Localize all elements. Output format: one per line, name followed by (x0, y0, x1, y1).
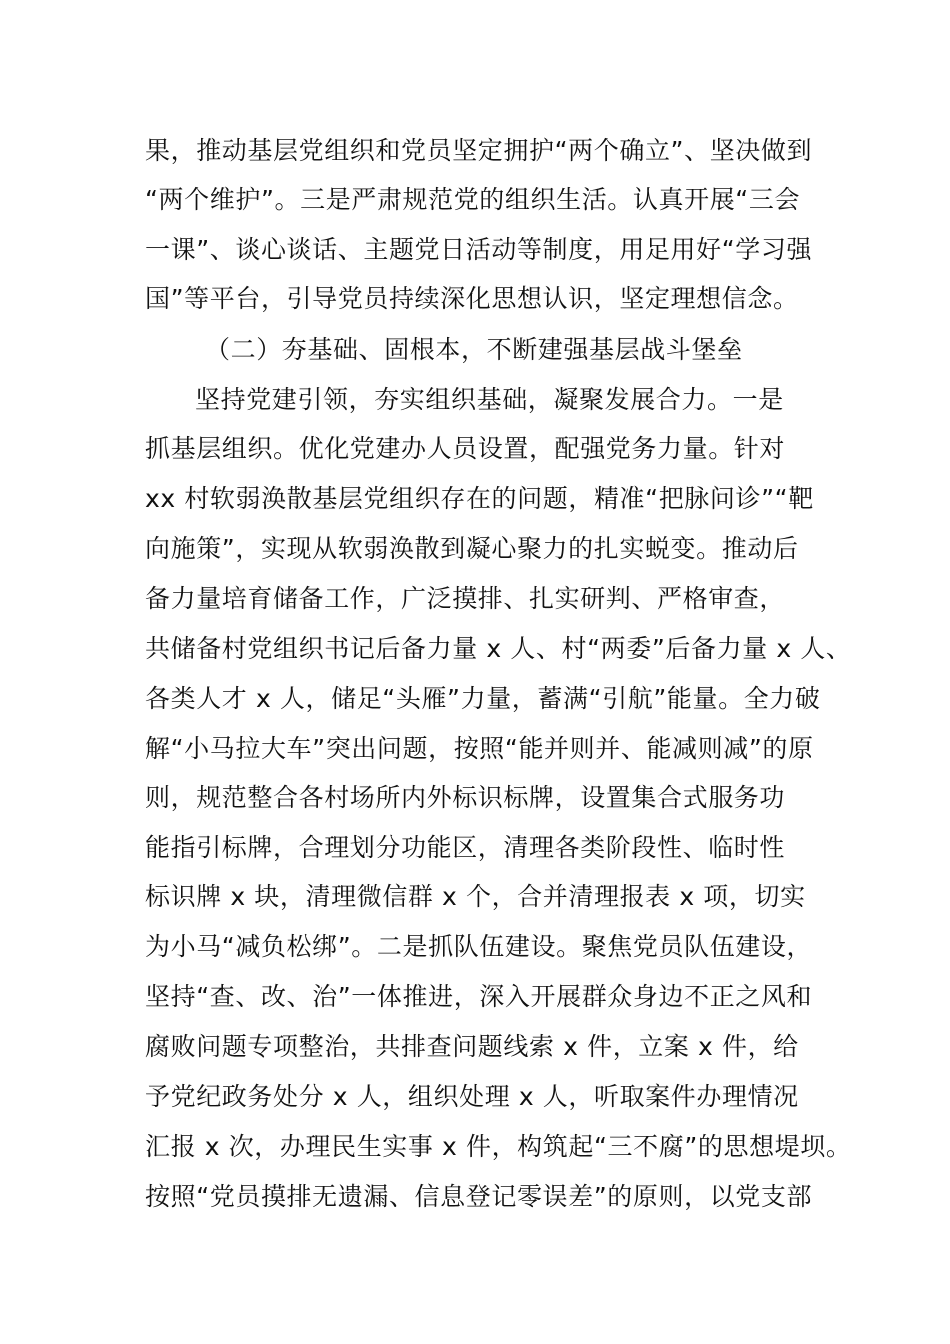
body-text-line: 各类人才 x 人，储足“头雁”力量，蓄满“引航”能量。全力破 (145, 684, 821, 713)
body-text-line: 坚持“查、改、治”一体推进，深入开展群众身边不正之风和 (145, 982, 813, 1011)
body-text-line: 抓基层组织。优化党建办人员设置，配强党务力量。针对 (145, 434, 786, 463)
body-text-line: 备力量培育储备工作，广泛摸排、扎实研判、严格审查， (145, 584, 786, 613)
body-text-line: 标识牌 x 块，清理微信群 x 个，合并清理报表 x 项，切实 (145, 882, 806, 911)
body-text-line: 为小马“减负松绑”。二是抓队伍建设。聚焦党员队伍建设， (145, 932, 813, 961)
body-text-line: 则，规范整合各村场所内外标识标牌，设置集合式服务功 (145, 783, 786, 812)
body-text-line: “两个维护”。三是严肃规范党的组织生活。认真开展“三会 (145, 185, 801, 214)
body-text-line: 予党纪政务处分 x 人，组织处理 x 人，听取案件办理情况 (145, 1082, 799, 1111)
body-text-line: 腐败问题专项整治，共排查问题线索 x 件，立案 x 件，给 (145, 1032, 799, 1061)
paragraph-first-line: 坚持党建引领，夯实组织基础，凝聚发展合力。一是 (195, 385, 784, 414)
body-text-line: 国”等平台，引导党员持续深化思想认识，坚定理想信念。 (145, 284, 799, 313)
body-text-line: xx 村软弱涣散基层党组织存在的问题，精准“把脉问诊”“靶 (145, 484, 814, 513)
section-heading: （二）夯基础、固根本，不断建强基层战斗堡垒 (205, 335, 743, 364)
body-text-line: 共储备村党组织书记后备力量 x 人、村“两委”后备力量 x 人、 (145, 634, 852, 663)
body-text-line: 汇报 x 次，办理民生实事 x 件，构筑起“三不腐”的思想堤坝。 (145, 1132, 852, 1161)
body-text-line: 向施策”，实现从软弱涣散到凝心聚力的扎实蜕变。推动后 (145, 534, 799, 563)
body-text-line: 解“小马拉大车”突出问题，按照“能并则并、能减则减”的原 (145, 734, 814, 763)
body-text-line: 能指引标牌，合理划分功能区，清理各类阶段性、临时性 (145, 833, 786, 862)
body-text-line: 一课”、谈心谈话、主题党日活动等制度，用足用好“学习强 (145, 235, 813, 264)
body-text-line: 按照“党员摸排无遗漏、信息登记零误差”的原则，以党支部 (145, 1182, 813, 1211)
body-text-line: 果，推动基层党组织和党员坚定拥护“两个确立”、坚决做到 (145, 136, 813, 165)
